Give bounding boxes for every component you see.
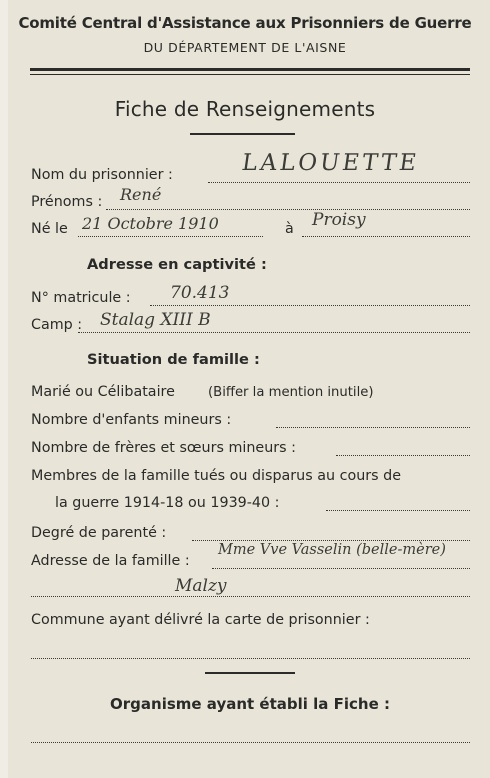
adresse-famille-value2: Malzy	[175, 576, 227, 596]
camp-line	[78, 332, 470, 333]
lieu-naissance-value: Proisy	[312, 210, 366, 230]
marie-note: (Biffer la mention inutile)	[208, 385, 374, 400]
membres-label-line2: la guerre 1914-18 ou 1939-40 :	[55, 495, 280, 511]
enfants-label: Nombre d'enfants mineurs :	[31, 412, 232, 428]
freres-line	[336, 455, 470, 456]
commune-line	[31, 658, 470, 659]
department-header: DU DÉPARTEMENT DE L'AISNE	[143, 40, 347, 55]
prenoms-label: Prénoms :	[31, 194, 103, 210]
header-rule-thick	[30, 68, 470, 71]
degre-line	[192, 540, 470, 541]
title-underline	[190, 133, 295, 135]
committee-header: Comité Central d'Assistance aux Prisonniers de Guerre	[18, 14, 472, 32]
adresse-famille-line2	[31, 596, 470, 597]
nom-line	[208, 182, 470, 183]
situation-famille-heading: Situation de famille :	[87, 351, 260, 368]
adresse-famille-value: Mme Vve Vasselin (belle-mère)	[218, 542, 446, 558]
nom-label: Nom du prisonnier :	[31, 167, 173, 183]
commune-label: Commune ayant délivré la carte de prisonnier :	[31, 612, 370, 628]
footer-rule	[205, 672, 295, 674]
organisme-line	[31, 742, 470, 743]
enfants-line	[276, 427, 470, 428]
adresse-famille-line	[212, 568, 470, 569]
date-naissance-value: 21 Octobre 1910	[82, 214, 219, 233]
degre-label: Degré de parenté :	[31, 525, 167, 541]
camp-value: Stalag XIII B	[100, 310, 211, 330]
adresse-captivite-heading: Adresse en captivité :	[87, 256, 267, 273]
marie-label: Marié ou Célibataire	[31, 384, 175, 400]
matricule-value: 70.413	[170, 283, 230, 303]
page-title: Fiche de Renseignements	[114, 97, 376, 121]
adresse-famille-label: Adresse de la famille :	[31, 553, 190, 569]
lieu-line	[302, 236, 470, 237]
prenoms-value: René	[120, 185, 162, 204]
matricule-line	[150, 305, 470, 306]
ne-le-label: Né le	[31, 221, 68, 237]
camp-label: Camp :	[31, 317, 83, 333]
header-rule-thin	[30, 74, 470, 75]
organisme-heading: Organisme ayant établi la Fiche :	[110, 695, 390, 713]
prenoms-line	[106, 209, 470, 210]
membres-label-line1: Membres de la famille tués ou disparus au cours de	[31, 468, 402, 484]
a-label: à	[285, 221, 294, 237]
freres-label: Nombre de frères et sœurs mineurs :	[31, 440, 296, 456]
matricule-label: N° matricule :	[31, 290, 131, 306]
ne-le-line	[78, 236, 263, 237]
nom-value: LALOUETTE	[240, 150, 421, 176]
membres-line	[326, 510, 470, 511]
